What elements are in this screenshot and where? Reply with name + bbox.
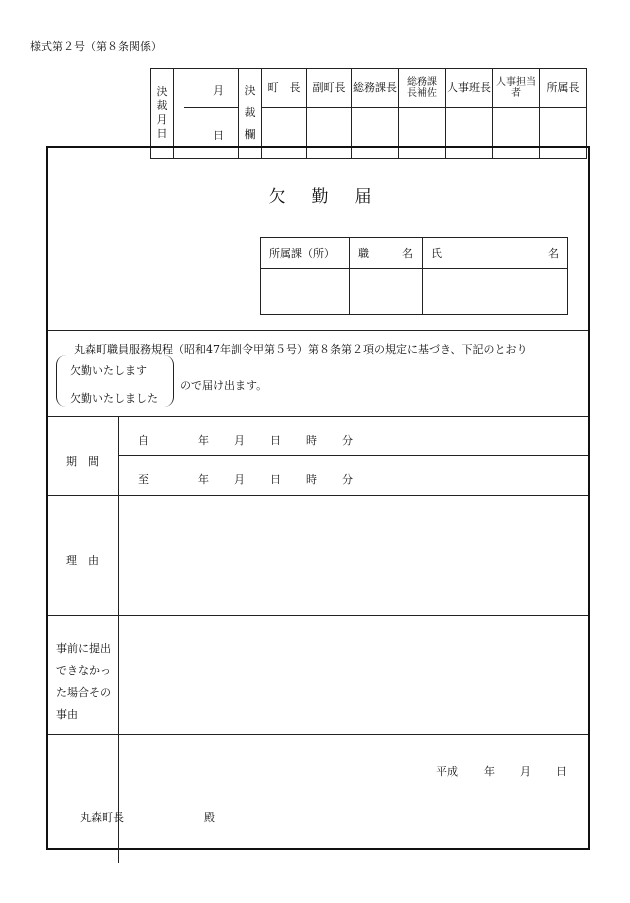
role-department-head: 所属長 xyxy=(540,69,587,108)
divider xyxy=(48,615,588,616)
section-field[interactable] xyxy=(261,269,350,315)
role-mayor: 町 長 xyxy=(262,69,307,108)
role-deputy-mayor: 副町長 xyxy=(307,69,352,108)
role-general-affairs-chief: 総務課長 xyxy=(352,69,399,108)
form-frame: 欠勤届 所属課（所） 職 名 氏 名 丸森町職員服務規程（昭和47年訓令甲第５号）第８条第２項の規定に基づき、下記のとおり 欠勤いたします 欠勤いたしました ので届け出ます。 期 間 自 年 月 日 時 分 至 年 月 日 時 分 理 由 事前に提出 できなかっ た場合その 事由 平成 年 月 日 丸森町長 殿 xyxy=(46,146,590,850)
label-column-divider xyxy=(118,416,119,863)
section-header: 所属課（所） xyxy=(261,238,350,269)
choice-absent-past[interactable]: 欠勤いたしました xyxy=(70,392,158,405)
divider xyxy=(118,455,588,456)
period-from-label: 自 xyxy=(138,434,149,447)
reason-label: 理 由 xyxy=(66,554,99,567)
form-title: 欠勤届 xyxy=(268,187,398,207)
divider xyxy=(48,734,588,735)
position-field[interactable] xyxy=(350,269,423,315)
decision-day-cell: 日 xyxy=(174,107,239,158)
name-header: 氏 名 xyxy=(423,238,568,269)
period-label: 期 間 xyxy=(66,455,99,468)
role-assistant-chief: 総務課 長補佐 xyxy=(399,69,446,108)
decision-month-cell: 月 xyxy=(174,69,239,108)
decision-date-label: 決 裁 月 日 xyxy=(151,69,174,159)
approval-table xyxy=(150,68,587,159)
honorific: 殿 xyxy=(204,811,215,824)
role-personnel-staff: 人事担当者 xyxy=(493,69,540,108)
form-id: 様式第２号（第８条関係） xyxy=(30,40,162,53)
prior-notice-label: 事前に提出 できなかっ た場合その 事由 xyxy=(56,642,111,721)
reason-field[interactable] xyxy=(120,497,590,614)
divider xyxy=(48,416,588,417)
regulation-statement: 丸森町職員服務規程（昭和47年訓令甲第５号）第８条第２項の規定に基づき、下記のとおり xyxy=(74,343,528,356)
divider xyxy=(48,495,588,496)
name-field[interactable] xyxy=(423,269,568,315)
statement-tail: ので届け出ます。 xyxy=(180,379,268,392)
addressee: 丸森町長 xyxy=(80,811,124,824)
period-to-label: 至 xyxy=(138,473,149,486)
prior-notice-field[interactable] xyxy=(120,617,590,733)
affiliation-table xyxy=(260,237,568,315)
choice-absent-future[interactable]: 欠勤いたします xyxy=(70,364,147,377)
position-header: 職 名 xyxy=(350,238,423,269)
kessai-column-label: 決 裁 欄 xyxy=(239,69,262,159)
divider xyxy=(48,330,588,331)
role-personnel-leader: 人事班長 xyxy=(446,69,493,108)
